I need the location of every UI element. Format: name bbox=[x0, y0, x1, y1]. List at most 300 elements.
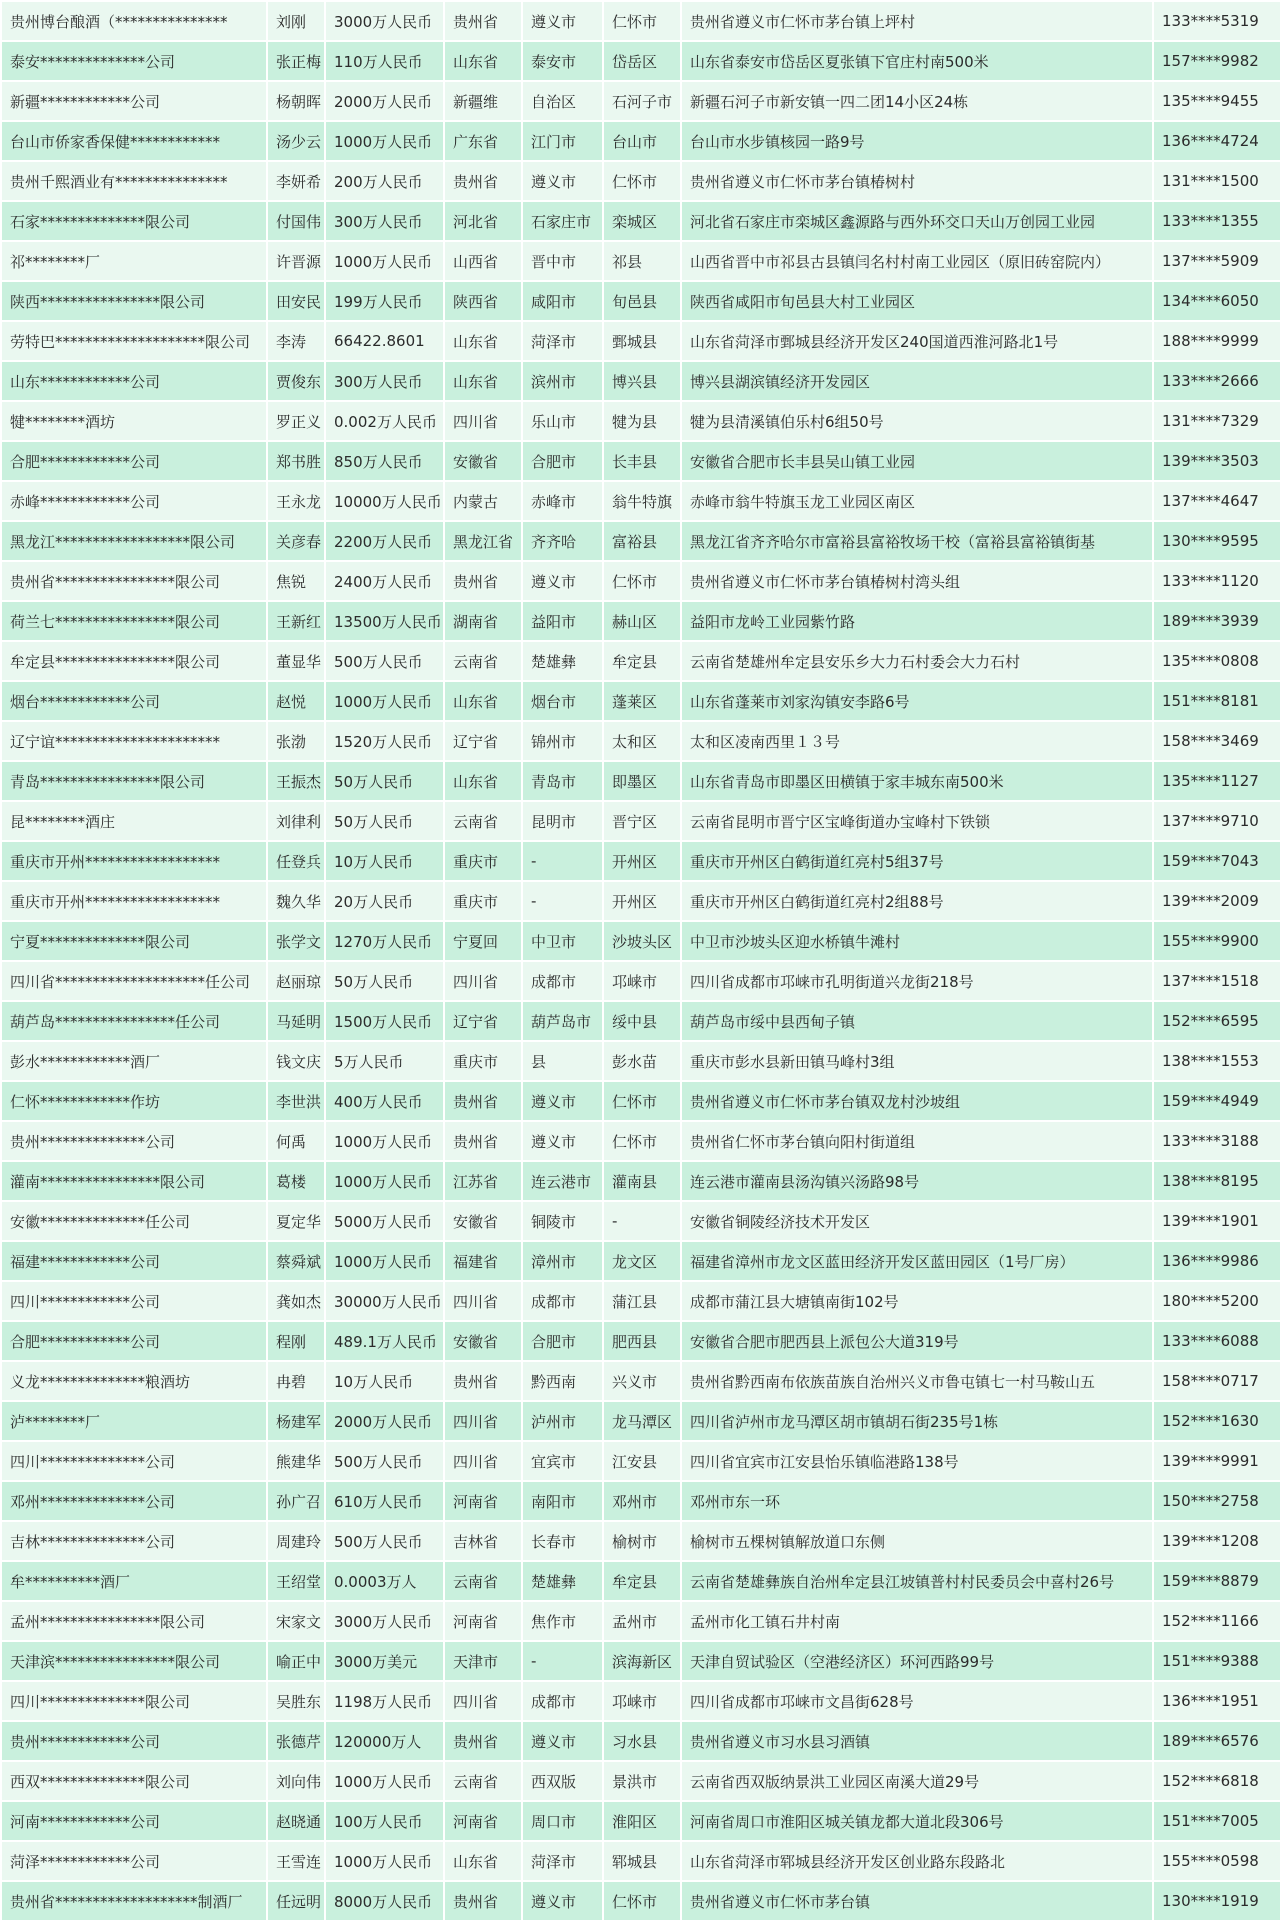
address-cell: 重庆市开州区白鹤街道红亮村2组88号 bbox=[681, 881, 1153, 921]
company-name-cell: 黑龙江******************限公司 bbox=[1, 521, 267, 561]
phone-cell: 136****9986 bbox=[1153, 1241, 1280, 1281]
city-cell: 泸州市 bbox=[522, 1401, 603, 1441]
address-cell: 四川省成都市邛崃市文昌街628号 bbox=[681, 1681, 1153, 1721]
registered-capital-cell: 1270万人民币 bbox=[325, 921, 444, 961]
city-cell: 烟台市 bbox=[522, 681, 603, 721]
city-cell: 遵义市 bbox=[522, 161, 603, 201]
company-name-cell: 陕西****************限公司 bbox=[1, 281, 267, 321]
province-cell: 重庆市 bbox=[444, 1041, 522, 1081]
province-cell: 重庆市 bbox=[444, 841, 522, 881]
district-cell: 蓬莱区 bbox=[603, 681, 681, 721]
province-cell: 贵州省 bbox=[444, 1, 522, 41]
province-cell: 贵州省 bbox=[444, 161, 522, 201]
phone-cell: 135****1127 bbox=[1153, 761, 1280, 801]
city-cell: 楚雄彝 bbox=[522, 641, 603, 681]
city-cell: 遵义市 bbox=[522, 1881, 603, 1921]
phone-cell: 136****4724 bbox=[1153, 121, 1280, 161]
district-cell: 栾城区 bbox=[603, 201, 681, 241]
city-cell: 石家庄市 bbox=[522, 201, 603, 241]
table-row bbox=[1, 601, 1280, 641]
registered-capital-cell: 1000万人民币 bbox=[325, 1121, 444, 1161]
table-row bbox=[1, 81, 1280, 121]
district-cell: - bbox=[603, 1201, 681, 1241]
address-cell: 连云港市灌南县汤沟镇兴汤路98号 bbox=[681, 1161, 1153, 1201]
address-cell: 山东省菏泽市郓城县经济开发区创业路东段路北 bbox=[681, 1841, 1153, 1881]
district-cell: 肥西县 bbox=[603, 1321, 681, 1361]
district-cell: 江安县 bbox=[603, 1441, 681, 1481]
address-cell: 中卫市沙坡头区迎水桥镇牛滩村 bbox=[681, 921, 1153, 961]
registered-capital-cell: 110万人民币 bbox=[325, 41, 444, 81]
registered-capital-cell: 1000万人民币 bbox=[325, 1761, 444, 1801]
phone-cell: 139****1901 bbox=[1153, 1201, 1280, 1241]
company-name-cell: 荷兰七****************限公司 bbox=[1, 601, 267, 641]
province-cell: 河南省 bbox=[444, 1481, 522, 1521]
district-cell: 开州区 bbox=[603, 881, 681, 921]
registered-capital-cell: 200万人民币 bbox=[325, 161, 444, 201]
district-cell: 绥中县 bbox=[603, 1001, 681, 1041]
address-cell: 榆树市五棵树镇解放道口东侧 bbox=[681, 1521, 1153, 1561]
phone-cell: 136****1951 bbox=[1153, 1681, 1280, 1721]
phone-cell: 189****3939 bbox=[1153, 601, 1280, 641]
company-name-cell: 烟台************公司 bbox=[1, 681, 267, 721]
province-cell: 陕西省 bbox=[444, 281, 522, 321]
registered-capital-cell: 1198万人民币 bbox=[325, 1681, 444, 1721]
table-row bbox=[1, 1041, 1280, 1081]
registered-capital-cell: 500万人民币 bbox=[325, 641, 444, 681]
company-name-cell: 重庆市开州****************** bbox=[1, 881, 267, 921]
district-cell: 台山市 bbox=[603, 121, 681, 161]
city-cell: 遵义市 bbox=[522, 1081, 603, 1121]
table-row bbox=[1, 1, 1280, 41]
registered-capital-cell: 1000万人民币 bbox=[325, 1241, 444, 1281]
address-cell: 成都市蒲江县大塘镇南街102号 bbox=[681, 1281, 1153, 1321]
table-row bbox=[1, 1881, 1280, 1921]
legal-person-cell: 宋家文 bbox=[267, 1601, 325, 1641]
company-name-cell: 祁********厂 bbox=[1, 241, 267, 281]
phone-cell: 189****6576 bbox=[1153, 1721, 1280, 1761]
province-cell: 湖南省 bbox=[444, 601, 522, 641]
table-row bbox=[1, 1441, 1280, 1481]
province-cell: 四川省 bbox=[444, 1401, 522, 1441]
table-row bbox=[1, 1641, 1280, 1681]
district-cell: 滨海新区 bbox=[603, 1641, 681, 1681]
legal-person-cell: 赵晓通 bbox=[267, 1801, 325, 1841]
address-cell: 重庆市彭水县新田镇马峰村3组 bbox=[681, 1041, 1153, 1081]
phone-cell: 188****9999 bbox=[1153, 321, 1280, 361]
table-row bbox=[1, 121, 1280, 161]
province-cell: 新疆维 bbox=[444, 81, 522, 121]
district-cell: 习水县 bbox=[603, 1721, 681, 1761]
phone-cell: 137****4647 bbox=[1153, 481, 1280, 521]
district-cell: 赫山区 bbox=[603, 601, 681, 641]
legal-person-cell: 刘律利 bbox=[267, 801, 325, 841]
city-cell: 葫芦岛市 bbox=[522, 1001, 603, 1041]
table-row bbox=[1, 1001, 1280, 1041]
company-name-cell: 菏泽************公司 bbox=[1, 1841, 267, 1881]
table-row bbox=[1, 241, 1280, 281]
legal-person-cell: 汤少云 bbox=[267, 121, 325, 161]
registered-capital-cell: 5000万人民币 bbox=[325, 1201, 444, 1241]
phone-cell: 157****9982 bbox=[1153, 41, 1280, 81]
registered-capital-cell: 30000万人民币 bbox=[325, 1281, 444, 1321]
company-name-cell: 仁怀************作坊 bbox=[1, 1081, 267, 1121]
province-cell: 山东省 bbox=[444, 361, 522, 401]
address-cell: 河北省石家庄市栾城区鑫源路与西外环交口天山万创园工业园 bbox=[681, 201, 1153, 241]
address-cell: 山西省晋中市祁县古县镇闫名村村南工业园区（原旧砖窑院内） bbox=[681, 241, 1153, 281]
city-cell: 铜陵市 bbox=[522, 1201, 603, 1241]
table-row bbox=[1, 1761, 1280, 1801]
company-name-cell: 葫芦岛****************任公司 bbox=[1, 1001, 267, 1041]
phone-cell: 133****1355 bbox=[1153, 201, 1280, 241]
table-row bbox=[1, 521, 1280, 561]
province-cell: 宁夏回 bbox=[444, 921, 522, 961]
company-name-cell: 四川**************公司 bbox=[1, 1441, 267, 1481]
table-row bbox=[1, 1161, 1280, 1201]
company-name-cell: 贵州省*******************制酒厂 bbox=[1, 1881, 267, 1921]
registered-capital-cell: 3000万人民币 bbox=[325, 1, 444, 41]
city-cell: 菏泽市 bbox=[522, 321, 603, 361]
district-cell: 兴义市 bbox=[603, 1361, 681, 1401]
legal-person-cell: 孙广召 bbox=[267, 1481, 325, 1521]
address-cell: 邓州市东一环 bbox=[681, 1481, 1153, 1521]
legal-person-cell: 杨建军 bbox=[267, 1401, 325, 1441]
phone-cell: 151****9388 bbox=[1153, 1641, 1280, 1681]
address-cell: 云南省楚雄彝族自治州牟定县江坡镇普村村民委员会中喜村26号 bbox=[681, 1561, 1153, 1601]
table-row bbox=[1, 801, 1280, 841]
district-cell: 榆树市 bbox=[603, 1521, 681, 1561]
legal-person-cell: 周建玲 bbox=[267, 1521, 325, 1561]
city-cell: 滨州市 bbox=[522, 361, 603, 401]
address-cell: 贵州省遵义市仁怀市茅台镇双龙村沙坡组 bbox=[681, 1081, 1153, 1121]
district-cell: 仁怀市 bbox=[603, 561, 681, 601]
company-name-cell: 昆********酒庄 bbox=[1, 801, 267, 841]
registered-capital-cell: 50万人民币 bbox=[325, 961, 444, 1001]
table-row bbox=[1, 561, 1280, 601]
district-cell: 石河子市 bbox=[603, 81, 681, 121]
address-cell: 贵州省遵义市仁怀市茅台镇椿树村湾头组 bbox=[681, 561, 1153, 601]
city-cell: 中卫市 bbox=[522, 921, 603, 961]
phone-cell: 138****1553 bbox=[1153, 1041, 1280, 1081]
phone-cell: 134****6050 bbox=[1153, 281, 1280, 321]
province-cell: 山东省 bbox=[444, 681, 522, 721]
district-cell: 开州区 bbox=[603, 841, 681, 881]
registered-capital-cell: 0.0003万人 bbox=[325, 1561, 444, 1601]
legal-person-cell: 夏定华 bbox=[267, 1201, 325, 1241]
company-name-cell: 吉林**************公司 bbox=[1, 1521, 267, 1561]
phone-cell: 133****3188 bbox=[1153, 1121, 1280, 1161]
company-name-cell: 灌南****************限公司 bbox=[1, 1161, 267, 1201]
city-cell: 南阳市 bbox=[522, 1481, 603, 1521]
legal-person-cell: 钱文庆 bbox=[267, 1041, 325, 1081]
province-cell: 云南省 bbox=[444, 1761, 522, 1801]
address-cell: 博兴县湖滨镇经济开发园区 bbox=[681, 361, 1153, 401]
legal-person-cell: 李妍希 bbox=[267, 161, 325, 201]
company-name-cell: 天津滨****************限公司 bbox=[1, 1641, 267, 1681]
legal-person-cell: 董显华 bbox=[267, 641, 325, 681]
legal-person-cell: 蔡舜斌 bbox=[267, 1241, 325, 1281]
address-cell: 犍为县清溪镇伯乐村6组50号 bbox=[681, 401, 1153, 441]
district-cell: 仁怀市 bbox=[603, 1121, 681, 1161]
company-name-cell: 宁夏**************限公司 bbox=[1, 921, 267, 961]
legal-person-cell: 赵丽琼 bbox=[267, 961, 325, 1001]
city-cell: 成都市 bbox=[522, 1681, 603, 1721]
city-cell: 遵义市 bbox=[522, 1, 603, 41]
registered-capital-cell: 500万人民币 bbox=[325, 1521, 444, 1561]
province-cell: 四川省 bbox=[444, 961, 522, 1001]
city-cell: - bbox=[522, 1641, 603, 1681]
company-name-cell: 牟定县****************限公司 bbox=[1, 641, 267, 681]
province-cell: 山东省 bbox=[444, 41, 522, 81]
district-cell: 邛崃市 bbox=[603, 1681, 681, 1721]
district-cell: 长丰县 bbox=[603, 441, 681, 481]
city-cell: 楚雄彝 bbox=[522, 1561, 603, 1601]
phone-cell: 158****3469 bbox=[1153, 721, 1280, 761]
address-cell: 四川省宜宾市江安县怡乐镇临港路138号 bbox=[681, 1441, 1153, 1481]
province-cell: 河南省 bbox=[444, 1801, 522, 1841]
table-row bbox=[1, 721, 1280, 761]
registered-capital-cell: 489.1万人民币 bbox=[325, 1321, 444, 1361]
province-cell: 山西省 bbox=[444, 241, 522, 281]
city-cell: 周口市 bbox=[522, 1801, 603, 1841]
company-name-cell: 重庆市开州****************** bbox=[1, 841, 267, 881]
registered-capital-cell: 3000万人民币 bbox=[325, 1601, 444, 1641]
phone-cell: 133****6088 bbox=[1153, 1321, 1280, 1361]
province-cell: 贵州省 bbox=[444, 1081, 522, 1121]
province-cell: 四川省 bbox=[444, 1681, 522, 1721]
province-cell: 云南省 bbox=[444, 641, 522, 681]
province-cell: 山东省 bbox=[444, 321, 522, 361]
table-row bbox=[1, 361, 1280, 401]
city-cell: 江门市 bbox=[522, 121, 603, 161]
province-cell: 天津市 bbox=[444, 1641, 522, 1681]
province-cell: 四川省 bbox=[444, 1281, 522, 1321]
province-cell: 安徽省 bbox=[444, 441, 522, 481]
district-cell: 邛崃市 bbox=[603, 961, 681, 1001]
table-row bbox=[1, 1481, 1280, 1521]
phone-cell: 138****8195 bbox=[1153, 1161, 1280, 1201]
table-row bbox=[1, 1561, 1280, 1601]
table-row bbox=[1, 961, 1280, 1001]
registered-capital-cell: 2400万人民币 bbox=[325, 561, 444, 601]
company-name-cell: 合肥************公司 bbox=[1, 441, 267, 481]
province-cell: 辽宁省 bbox=[444, 721, 522, 761]
company-name-cell: 泰安**************公司 bbox=[1, 41, 267, 81]
legal-person-cell: 关彦春 bbox=[267, 521, 325, 561]
address-cell: 安徽省铜陵经济技术开发区 bbox=[681, 1201, 1153, 1241]
legal-person-cell: 龚如杰 bbox=[267, 1281, 325, 1321]
province-cell: 福建省 bbox=[444, 1241, 522, 1281]
city-cell: 西双版 bbox=[522, 1761, 603, 1801]
company-name-cell: 赤峰************公司 bbox=[1, 481, 267, 521]
legal-person-cell: 张渤 bbox=[267, 721, 325, 761]
registered-capital-cell: 1000万人民币 bbox=[325, 1161, 444, 1201]
company-name-cell: 孟州****************限公司 bbox=[1, 1601, 267, 1641]
city-cell: 合肥市 bbox=[522, 1321, 603, 1361]
address-cell: 益阳市龙岭工业园紫竹路 bbox=[681, 601, 1153, 641]
registered-capital-cell: 300万人民币 bbox=[325, 361, 444, 401]
registered-capital-cell: 5万人民币 bbox=[325, 1041, 444, 1081]
registered-capital-cell: 10万人民币 bbox=[325, 1361, 444, 1401]
province-cell: 云南省 bbox=[444, 1561, 522, 1601]
table-row bbox=[1, 1361, 1280, 1401]
address-cell: 福建省漳州市龙文区蓝田经济开发区蓝田园区（1号厂房） bbox=[681, 1241, 1153, 1281]
district-cell: 仁怀市 bbox=[603, 161, 681, 201]
registered-capital-cell: 50万人民币 bbox=[325, 801, 444, 841]
province-cell: 辽宁省 bbox=[444, 1001, 522, 1041]
phone-cell: 131****1500 bbox=[1153, 161, 1280, 201]
province-cell: 江苏省 bbox=[444, 1161, 522, 1201]
company-name-cell: 贵州**************公司 bbox=[1, 1121, 267, 1161]
legal-person-cell: 付国伟 bbox=[267, 201, 325, 241]
registered-capital-cell: 610万人民币 bbox=[325, 1481, 444, 1521]
district-cell: 孟州市 bbox=[603, 1601, 681, 1641]
province-cell: 河南省 bbox=[444, 1601, 522, 1641]
district-cell: 邓州市 bbox=[603, 1481, 681, 1521]
address-cell: 安徽省合肥市长丰县吴山镇工业园 bbox=[681, 441, 1153, 481]
city-cell: 焦作市 bbox=[522, 1601, 603, 1641]
legal-person-cell: 刘向伟 bbox=[267, 1761, 325, 1801]
registered-capital-cell: 3000万美元 bbox=[325, 1641, 444, 1681]
city-cell: 赤峰市 bbox=[522, 481, 603, 521]
table-row bbox=[1, 761, 1280, 801]
address-cell: 贵州省遵义市仁怀市茅台镇椿树村 bbox=[681, 161, 1153, 201]
table-row bbox=[1, 441, 1280, 481]
province-cell: 四川省 bbox=[444, 1441, 522, 1481]
table-row bbox=[1, 1201, 1280, 1241]
table-row bbox=[1, 401, 1280, 441]
registered-capital-cell: 100万人民币 bbox=[325, 1801, 444, 1841]
phone-cell: 159****8879 bbox=[1153, 1561, 1280, 1601]
registered-capital-cell: 2000万人民币 bbox=[325, 1401, 444, 1441]
province-cell: 四川省 bbox=[444, 401, 522, 441]
company-name-cell: 贵州博台酿酒（*************** bbox=[1, 1, 267, 41]
table-row bbox=[1, 201, 1280, 241]
address-cell: 贵州省遵义市习水县习酒镇 bbox=[681, 1721, 1153, 1761]
registered-capital-cell: 1000万人民币 bbox=[325, 681, 444, 721]
province-cell: 贵州省 bbox=[444, 561, 522, 601]
legal-person-cell: 任远明 bbox=[267, 1881, 325, 1921]
table-row bbox=[1, 1081, 1280, 1121]
city-cell: 县 bbox=[522, 1041, 603, 1081]
legal-person-cell: 张德芹 bbox=[267, 1721, 325, 1761]
city-cell: 齐齐哈 bbox=[522, 521, 603, 561]
table-row bbox=[1, 1801, 1280, 1841]
district-cell: 鄄城县 bbox=[603, 321, 681, 361]
company-name-cell: 义龙**************粮酒坊 bbox=[1, 1361, 267, 1401]
phone-cell: 139****9991 bbox=[1153, 1441, 1280, 1481]
registered-capital-cell: 13500万人民币 bbox=[325, 601, 444, 641]
city-cell: 乐山市 bbox=[522, 401, 603, 441]
legal-person-cell: 王永龙 bbox=[267, 481, 325, 521]
phone-cell: 159****7043 bbox=[1153, 841, 1280, 881]
district-cell: 太和区 bbox=[603, 721, 681, 761]
table-row bbox=[1, 481, 1280, 521]
province-cell: 河北省 bbox=[444, 201, 522, 241]
registered-capital-cell: 850万人民币 bbox=[325, 441, 444, 481]
table-row bbox=[1, 1681, 1280, 1721]
table-row bbox=[1, 1281, 1280, 1321]
company-name-cell: 彭水************酒厂 bbox=[1, 1041, 267, 1081]
legal-person-cell: 张正梅 bbox=[267, 41, 325, 81]
legal-person-cell: 李涛 bbox=[267, 321, 325, 361]
address-cell: 云南省昆明市晋宁区宝峰街道办宝峰村下铁锁 bbox=[681, 801, 1153, 841]
district-cell: 龙文区 bbox=[603, 1241, 681, 1281]
city-cell: 菏泽市 bbox=[522, 1841, 603, 1881]
table-row bbox=[1, 641, 1280, 681]
address-cell: 河南省周口市淮阳区城关镇龙都大道北段306号 bbox=[681, 1801, 1153, 1841]
phone-cell: 137****9710 bbox=[1153, 801, 1280, 841]
legal-person-cell: 王新红 bbox=[267, 601, 325, 641]
address-cell: 陕西省咸阳市旬邑县大村工业园区 bbox=[681, 281, 1153, 321]
registered-capital-cell: 199万人民币 bbox=[325, 281, 444, 321]
table-row bbox=[1, 1241, 1280, 1281]
phone-cell: 135****0808 bbox=[1153, 641, 1280, 681]
district-cell: 即墨区 bbox=[603, 761, 681, 801]
address-cell: 天津自贸试验区（空港经济区）环河西路99号 bbox=[681, 1641, 1153, 1681]
registered-capital-cell: 400万人民币 bbox=[325, 1081, 444, 1121]
phone-cell: 151****8181 bbox=[1153, 681, 1280, 721]
registered-capital-cell: 1000万人民币 bbox=[325, 1841, 444, 1881]
address-cell: 台山市水步镇核园一路9号 bbox=[681, 121, 1153, 161]
district-cell: 龙马潭区 bbox=[603, 1401, 681, 1441]
phone-cell: 158****0717 bbox=[1153, 1361, 1280, 1401]
company-name-cell: 新疆************公司 bbox=[1, 81, 267, 121]
district-cell: 沙坡头区 bbox=[603, 921, 681, 961]
province-cell: 贵州省 bbox=[444, 1881, 522, 1921]
legal-person-cell: 王振杰 bbox=[267, 761, 325, 801]
phone-cell: 133****5319 bbox=[1153, 1, 1280, 41]
province-cell: 山东省 bbox=[444, 761, 522, 801]
district-cell: 彭水苗 bbox=[603, 1041, 681, 1081]
phone-cell: 139****1208 bbox=[1153, 1521, 1280, 1561]
city-cell: 青岛市 bbox=[522, 761, 603, 801]
address-cell: 山东省菏泽市鄄城县经济开发区240国道西淮河路北1号 bbox=[681, 321, 1153, 361]
city-cell: 遵义市 bbox=[522, 561, 603, 601]
phone-cell: 133****2666 bbox=[1153, 361, 1280, 401]
company-name-cell: 犍********酒坊 bbox=[1, 401, 267, 441]
address-cell: 山东省泰安市岱岳区夏张镇下官庄村南500米 bbox=[681, 41, 1153, 81]
city-cell: - bbox=[522, 881, 603, 921]
legal-person-cell: 吴胜东 bbox=[267, 1681, 325, 1721]
company-name-cell: 泸********厂 bbox=[1, 1401, 267, 1441]
district-cell: 博兴县 bbox=[603, 361, 681, 401]
registered-capital-cell: 1000万人民币 bbox=[325, 121, 444, 161]
district-cell: 景洪市 bbox=[603, 1761, 681, 1801]
registered-capital-cell: 50万人民币 bbox=[325, 761, 444, 801]
phone-cell: 152****6818 bbox=[1153, 1761, 1280, 1801]
registered-capital-cell: 1520万人民币 bbox=[325, 721, 444, 761]
address-cell: 贵州省遵义市仁怀市茅台镇上坪村 bbox=[681, 1, 1153, 41]
district-cell: 祁县 bbox=[603, 241, 681, 281]
phone-cell: 135****9455 bbox=[1153, 81, 1280, 121]
district-cell: 仁怀市 bbox=[603, 1881, 681, 1921]
legal-person-cell: 罗正义 bbox=[267, 401, 325, 441]
province-cell: 云南省 bbox=[444, 801, 522, 841]
legal-person-cell: 赵悦 bbox=[267, 681, 325, 721]
address-cell: 贵州省仁怀市茅台镇向阳村街道组 bbox=[681, 1121, 1153, 1161]
company-name-cell: 四川************公司 bbox=[1, 1281, 267, 1321]
phone-cell: 159****4949 bbox=[1153, 1081, 1280, 1121]
registered-capital-cell: 120000万人 bbox=[325, 1721, 444, 1761]
registered-capital-cell: 1000万人民币 bbox=[325, 241, 444, 281]
table-row bbox=[1, 1841, 1280, 1881]
company-name-cell: 台山市侨家香保健************ bbox=[1, 121, 267, 161]
registered-capital-cell: 66422.8601 bbox=[325, 321, 444, 361]
phone-cell: 152****1630 bbox=[1153, 1401, 1280, 1441]
province-cell: 贵州省 bbox=[444, 1121, 522, 1161]
province-cell: 重庆市 bbox=[444, 881, 522, 921]
legal-person-cell: 郑书胜 bbox=[267, 441, 325, 481]
